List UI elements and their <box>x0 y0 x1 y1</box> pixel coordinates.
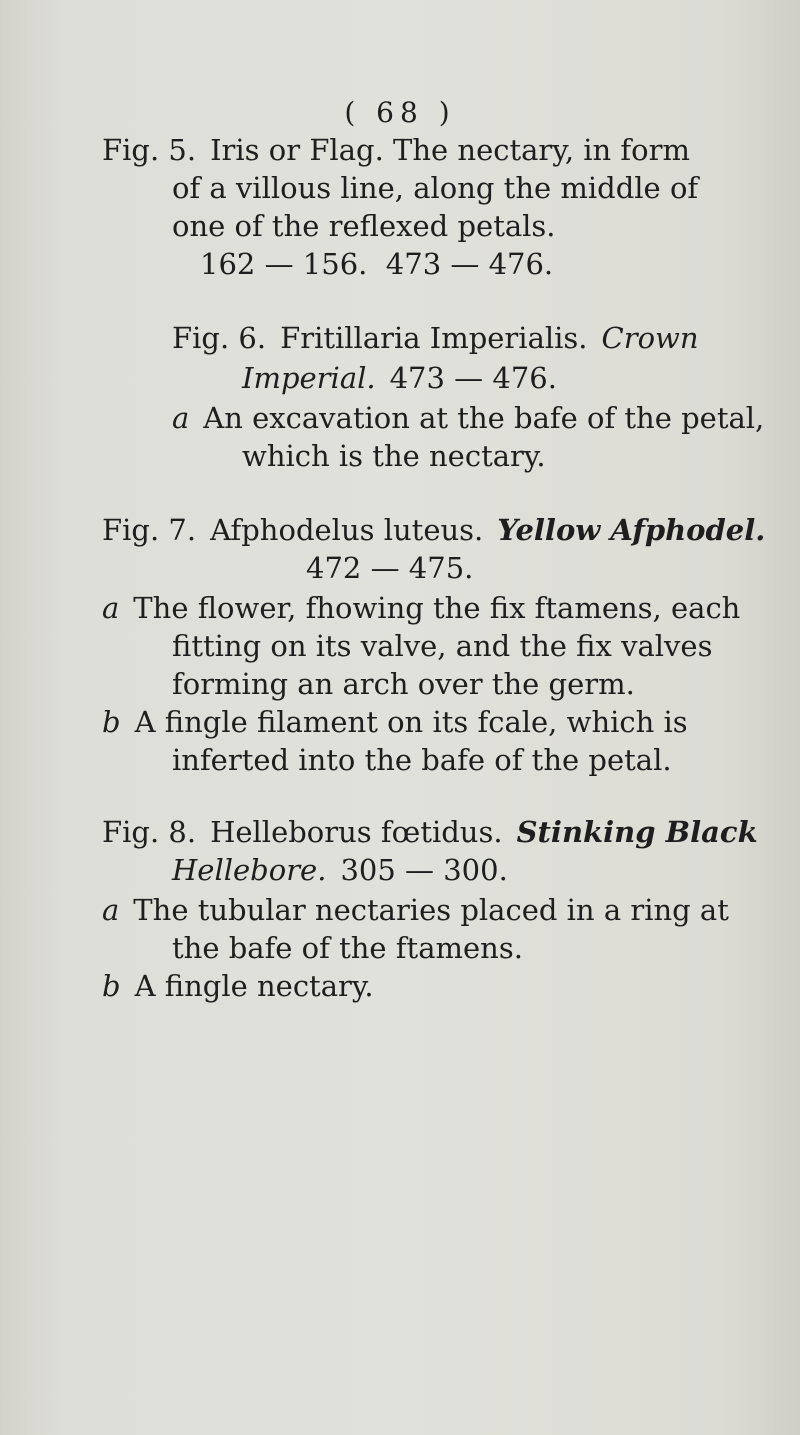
fig6-common2: Imperial. <box>242 361 376 395</box>
fig6-heading <box>172 321 699 355</box>
fig8-name: Helleborus fœtidus. <box>210 815 503 849</box>
fig6-item-a <box>172 401 765 435</box>
fig8-item-a <box>102 893 729 927</box>
fig6-common-line <box>242 361 557 395</box>
fig7-item-b <box>102 705 688 739</box>
fig7-heading <box>102 513 766 547</box>
fig8-common2: Hellebore. <box>172 853 327 887</box>
fig6-a-line1: An excavation at the bafe of the petal, <box>203 401 765 435</box>
fig7-b-mark: b <box>102 705 121 739</box>
fig7-a-mark: a <box>102 591 120 625</box>
fig7-b-line1: A fingle filament on its fcale, which is <box>134 705 688 739</box>
fig8-a-mark: a <box>102 893 120 927</box>
fig6-common1: Crown <box>601 321 699 355</box>
page-number: ( 68 ) <box>344 96 456 129</box>
fig7-name: Afphodelus luteus. <box>210 513 484 547</box>
fig8-common1: Stinking Black <box>516 815 758 849</box>
fig5-line3: one of the reflexed petals. <box>172 209 556 243</box>
fig5-label: Fig. 5. <box>102 133 197 167</box>
fig7-label: Fig. 7. <box>102 513 197 547</box>
fig7-common: Yellow Afphodel. <box>497 513 766 547</box>
fig7-a-line2: fitting on its valve, and the fix valves <box>172 629 713 663</box>
fig5-line1: Iris or Flag. The nectary, in form <box>210 133 690 167</box>
fig8-label: Fig. 8. <box>102 815 197 849</box>
fig7-a-line3: forming an arch over the germ. <box>172 667 635 701</box>
fig8-refs: 305 — 300. <box>340 853 508 887</box>
fig8-item-b <box>102 969 374 1003</box>
fig7-a-line1: The flower, fhowing the fix ftamens, each <box>133 591 741 625</box>
fig5-line2: of a villous line, along the middle of <box>172 171 699 205</box>
fig5-refs: 162 — 156. 473 — 476. <box>200 247 554 281</box>
fig8-common-line <box>172 853 508 887</box>
fig8-b-line1: A fingle nectary. <box>134 969 374 1003</box>
fig6-label: Fig. 6. <box>172 321 267 355</box>
fig8-a-line2: the bafe of the ftamens. <box>172 931 523 965</box>
fig6-name: Fritillaria Imperialis. <box>280 321 588 355</box>
fig5-heading <box>102 133 690 167</box>
fig6-refs: 473 — 476. <box>389 361 557 395</box>
fig7-item-a <box>102 591 741 625</box>
fig8-b-mark: b <box>102 969 121 1003</box>
fig8-a-line1: The tubular nectaries placed in a ring at <box>133 893 729 927</box>
fig7-refs: 472 — 475. <box>306 551 474 585</box>
fig6-a-line2: which is the nectary. <box>242 439 546 473</box>
fig8-heading <box>102 815 758 849</box>
fig7-b-line2: inferted into the bafe of the petal. <box>172 743 672 777</box>
fig6-a-mark: a <box>172 401 190 435</box>
